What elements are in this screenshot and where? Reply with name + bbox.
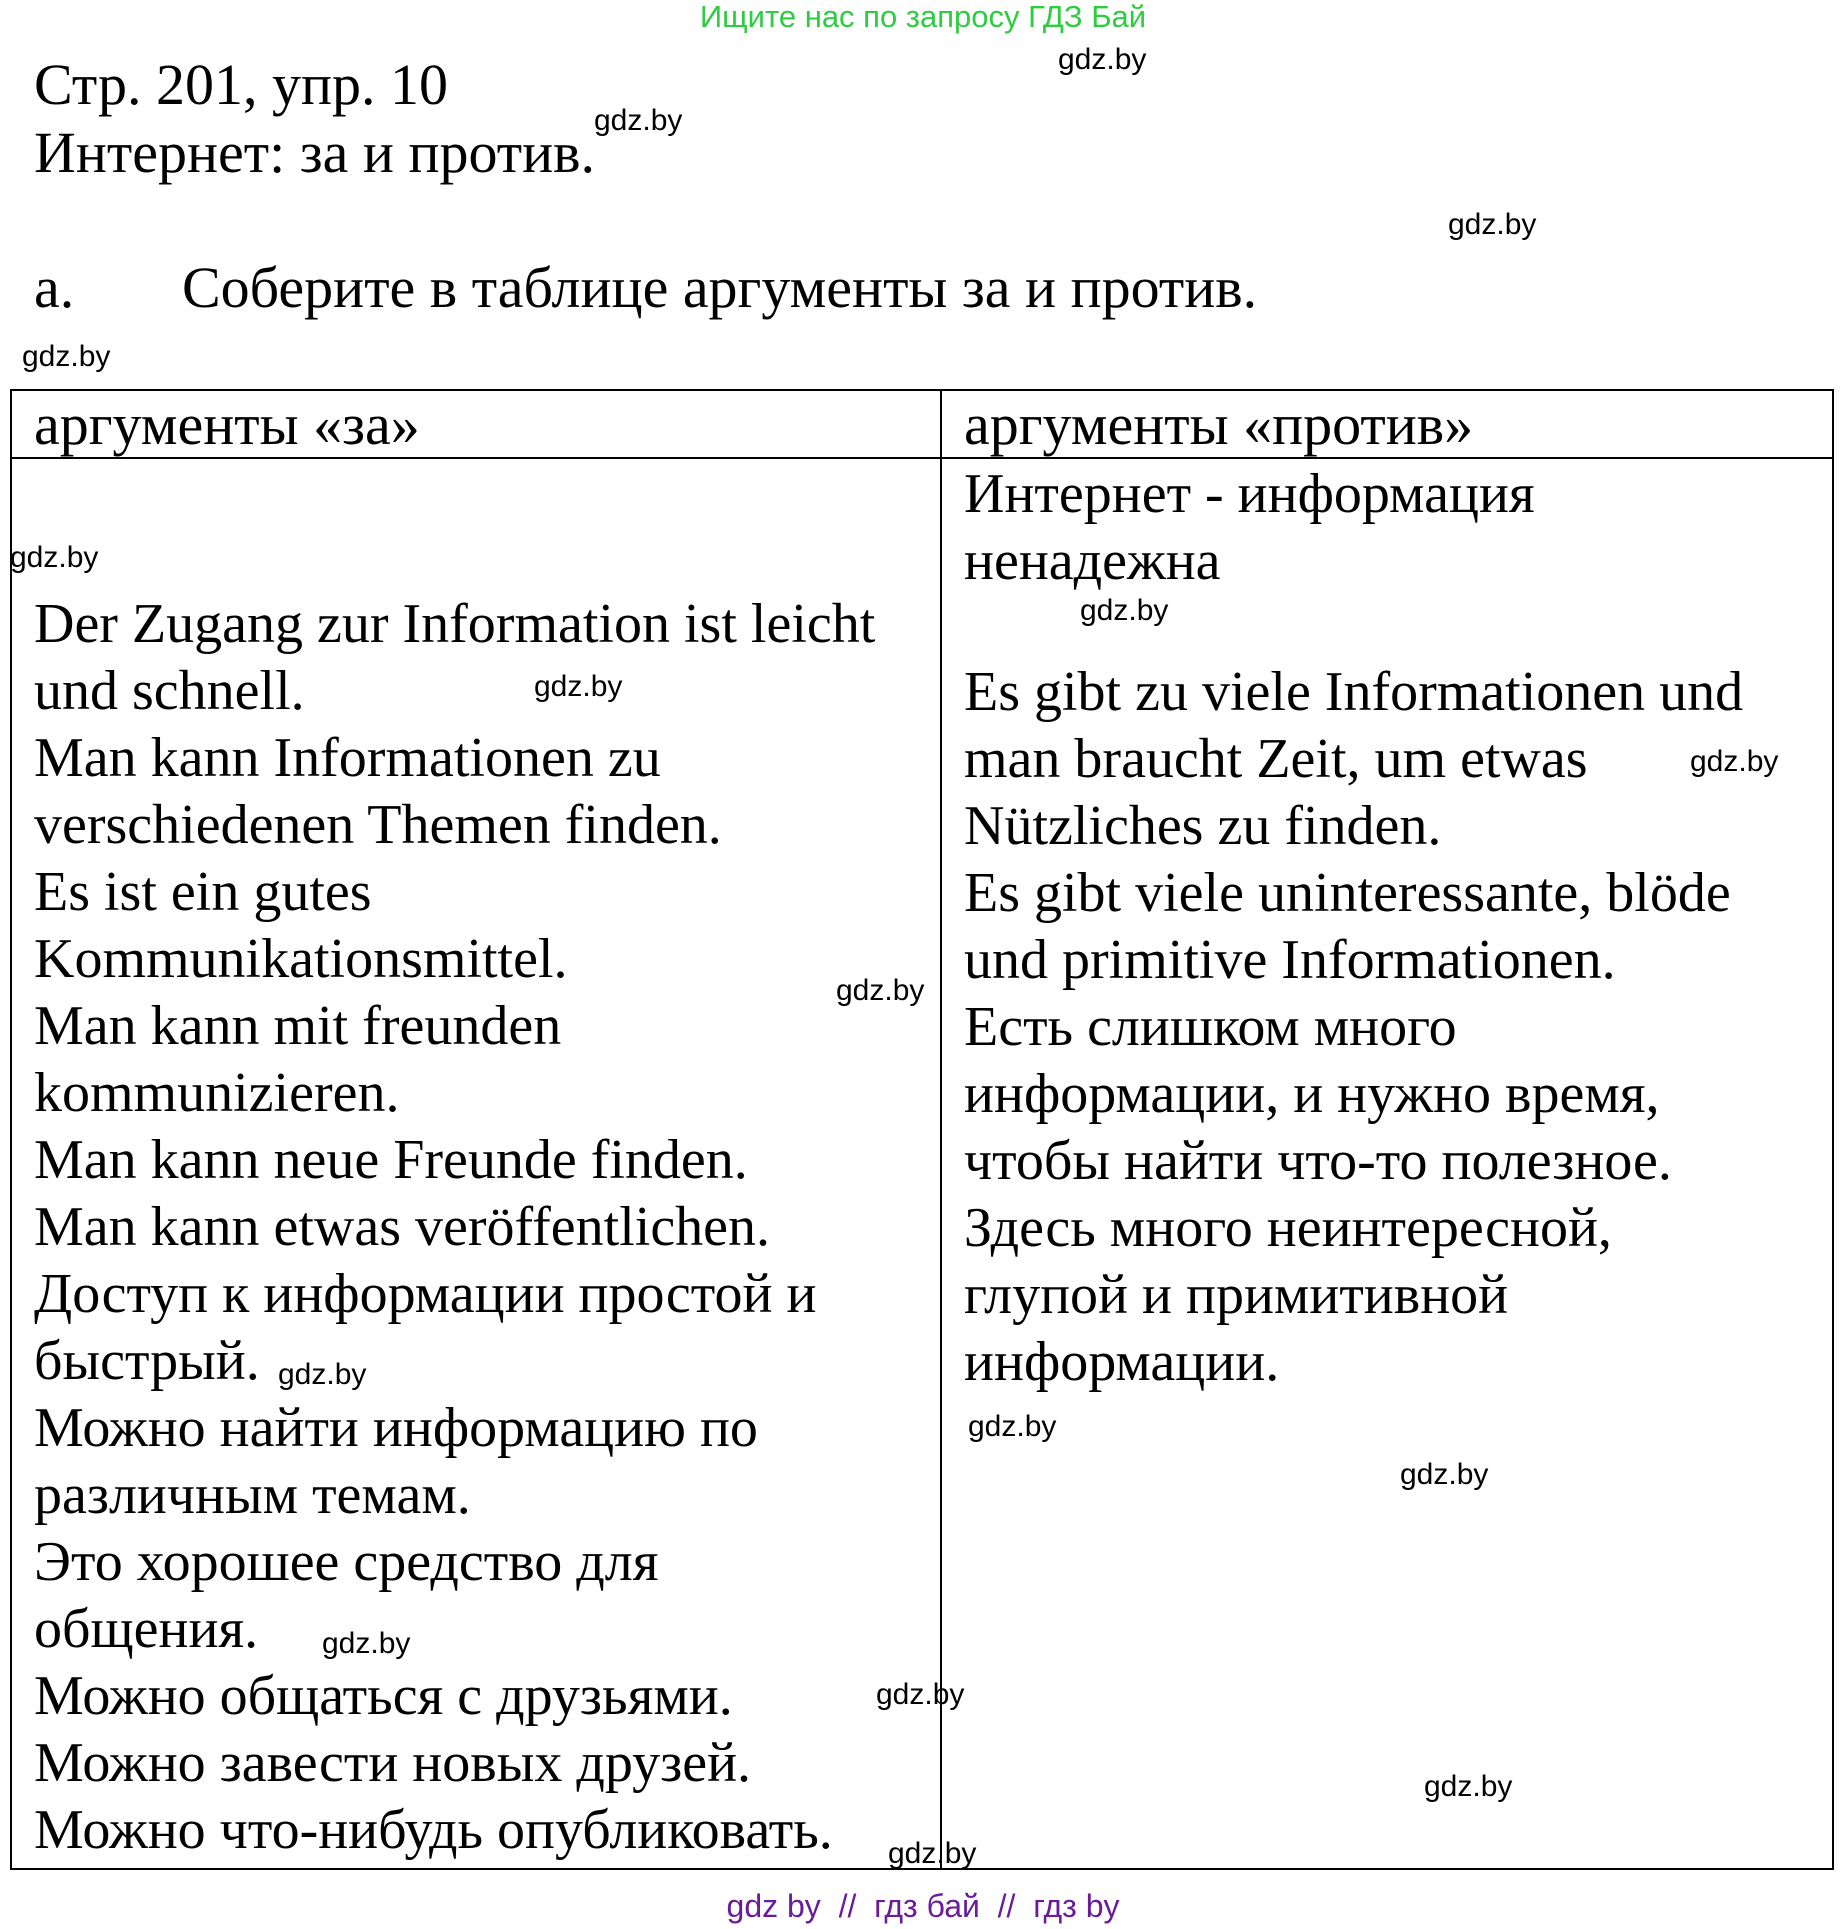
contra-argument-line: Es gibt zu viele Informationen und [964,661,1744,723]
watermark: gdz.by [1690,745,1779,778]
promo-banner: Ищите нас по запросу ГДЗ Бай [699,0,1147,34]
pro-argument-line: kommunizieren. [34,1062,400,1124]
watermark: gdz.by [10,541,99,574]
pro-argument-line: Kommunikationsmittel. [34,928,568,990]
task-instruction [34,255,1257,321]
contra-intro-line: Интернет - информация [964,463,1535,525]
watermark: gdz.by [1058,43,1147,76]
pro-argument-line: Der Zugang zur Information ist leicht [34,593,876,655]
watermark: gdz.by [888,1837,977,1870]
task-letter: a. [34,255,75,320]
contra-argument-line: Es gibt viele uninteressante, blöde [964,862,1731,924]
header-divider [12,457,1832,459]
pro-argument-line: Доступ к информации простой и [34,1263,817,1325]
pro-argument-line: Можно завести новых друзей. [34,1732,752,1794]
watermark: gdz.by [534,670,623,703]
pro-argument-line: общения. [34,1598,259,1660]
pro-argument-line: быстрый. [34,1330,260,1392]
pro-argument-line: verschiedenen Themen finden. [34,794,722,856]
footer-links: gdz by // гдз бай // гдз by [726,1888,1120,1924]
pro-argument-line: Это хорошее средство для [34,1531,659,1593]
pro-argument-line: Man kann neue Freunde finden. [34,1129,748,1191]
pro-argument-line: Man kann Informationen zu [34,727,661,789]
watermark: gdz.by [1400,1458,1489,1491]
contra-argument-line: Есть слишком много [964,996,1457,1058]
pro-argument-line: Можно что-нибудь опубликовать. [34,1799,833,1861]
watermark: gdz.by [1448,208,1537,241]
watermark: gdz.by [1424,1770,1513,1803]
pro-argument-line: und schnell. [34,660,305,722]
pro-argument-line: Можно общаться с друзьями. [34,1665,733,1727]
contra-argument-line: Здесь много неинтересной, [964,1197,1612,1259]
arguments-table [10,389,1834,1870]
watermark: gdz.by [594,104,683,137]
watermark: gdz.by [968,1410,1057,1443]
page-title: Интернет: за и против. [34,120,595,185]
task-text: Соберите в таблице аргументы за и против. [182,255,1258,320]
contra-argument-line: информации. [964,1331,1280,1393]
contra-intro-line: ненадежна [964,530,1221,592]
watermark: gdz.by [278,1358,367,1391]
page-reference: Стр. 201, упр. 10 [34,52,449,117]
pro-argument-line: Man kann etwas veröffentlichen. [34,1196,771,1258]
contra-arguments-list [964,659,1743,1396]
contra-argument-line: Nützliches zu finden. [964,795,1442,857]
contra-intro [964,461,1535,595]
watermark: gdz.by [322,1627,411,1660]
pro-argument-line: различным темам. [34,1464,471,1526]
watermark: gdz.by [1080,594,1169,627]
watermark: gdz.by [876,1678,965,1711]
contra-column-header: аргументы «против» [964,392,1474,457]
contra-argument-line: чтобы найти что-то полезное. [964,1130,1672,1192]
contra-argument-line: глупой и примитивной [964,1264,1509,1326]
contra-argument-line: und primitive Informationen. [964,929,1616,991]
pro-arguments-list [34,591,875,1864]
watermark: gdz.by [836,974,925,1007]
contra-argument-line: man braucht Zeit, um etwas [964,728,1588,790]
pro-column-header: аргументы «за» [34,392,420,457]
pro-argument-line: Man kann mit freunden [34,995,562,1057]
pro-argument-line: Es ist ein gutes [34,861,372,923]
pro-argument-line: Можно найти информацию по [34,1397,758,1459]
contra-argument-line: информации, и нужно время, [964,1063,1660,1125]
watermark: gdz.by [22,340,111,373]
column-divider [940,391,942,1868]
